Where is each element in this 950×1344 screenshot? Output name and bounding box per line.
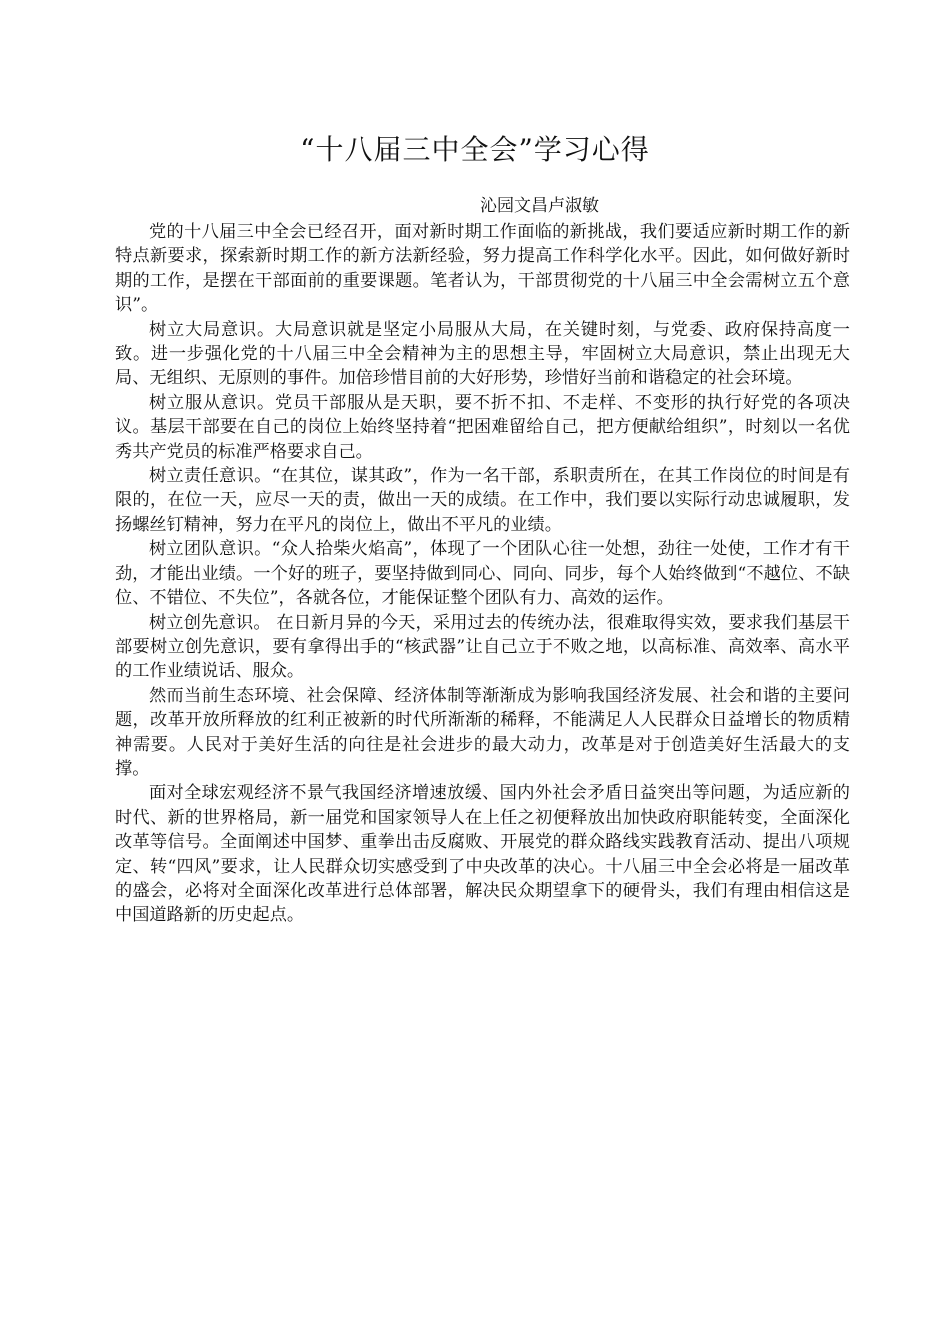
paragraph-responsibility: 树立责任意识。“在其位，谋其政”，作为一名干部，系职责所在，在其工作岗位的时间是有限的，在位一天，应尽一天的责，做出一天的成绩。在工作中，我们要以实际行动忠诚履职，发扬螺丝钉精神，努力在平凡的岗位上，做出不平凡的业绩。 (115, 466, 850, 535)
document-body (115, 220, 850, 928)
paragraph-innovation: 树立创先意识。 在日新月异的今天，采用过去的传统办法，很难取得实效，要求我们基层干部要树立创先意识，要有拿得出手的“核武器”让自己立于不败之地，以高标准、高效率、高水平的工作业绩说话、服众。 (115, 612, 850, 682)
paragraph-current-issues: 然而当前生态环境、社会保障、经济体制等渐渐成为影响我国经济发展、社会和谐的主要问题，改革开放所释放的红利正被新的时代所渐渐的稀释，不能满足人人民群众日益增长的物质精神需要。人民对于美好生活的向往是社会进步的最大动力，改革是对于创造美好生活最大的支撑。 (115, 685, 850, 779)
paragraph-conclusion: 面对全球宏观经济不景气我国经济增速放缓、国内外社会矛盾日益突出等问题，为适应新的时代、新的世界格局，新一届党和国家领导人在上任之初便释放出加快政府职能转变，全面深化改革等信号。全面阐述中国梦、重拳出击反腐败、开展党的群众路线实践教育活动、提出八项规定、转“四风”要求，让人民群众切实感受到了中央改革的决心。十八届三中全会必将是一届改革的盛会，必将对全面深化改革进行总体部署，解决民众期望拿下的硬骨头，我们有理由相信这是中国道路新的历史起点。 (115, 783, 850, 926)
document-title: “十八届三中全会”学习心得 (300, 133, 650, 166)
paragraph-intro: 党的十八届三中全会已经召开，面对新时期工作面临的新挑战，我们要适应新时期工作的新特点新要求，探索新时期工作的新方法新经验，努力提高工作科学化水平。因此，如何做好新时期的工作，是摆在干部面前的重要课题。笔者认为，干部贯彻党的十八届三中全会需树立五个意识”。 (115, 222, 850, 316)
paragraph-obedience: 树立服从意识。党员干部服从是天职，要不折不扣、不走样、不变形的执行好党的各项决议。基层干部要在自己的岗位上始终坚持着“把困难留给自己，把方便献给组织”，时刻以一名优秀共产党员的标准严格要求自己。 (115, 392, 850, 462)
document-author: 沁园文昌卢淑敏 (480, 196, 599, 216)
paragraph-big-picture: 树立大局意识。大局意识就是坚定小局服从大局，在关键时刻，与党委、政府保持高度一致。进一步强化党的十八届三中全会精神为主的思想主导，牢固树立大局意识，禁止出现无大局、无组织、无原则的事件。加倍珍惜目前的大好形势，珍惜好当前和谐稳定的社会环境。 (115, 319, 850, 389)
paragraph-teamwork: 树立团队意识。“众人拾柴火焰高”，体现了一个团队心往一处想，劲往一处使，工作才有干劲，才能出业绩。一个好的班子，要坚持做到同心、同向、同步，每个人始终做到“不越位、不缺位、不错位、不失位”，各就各位，才能保证整个团队有力、高效的运作。 (115, 539, 850, 609)
